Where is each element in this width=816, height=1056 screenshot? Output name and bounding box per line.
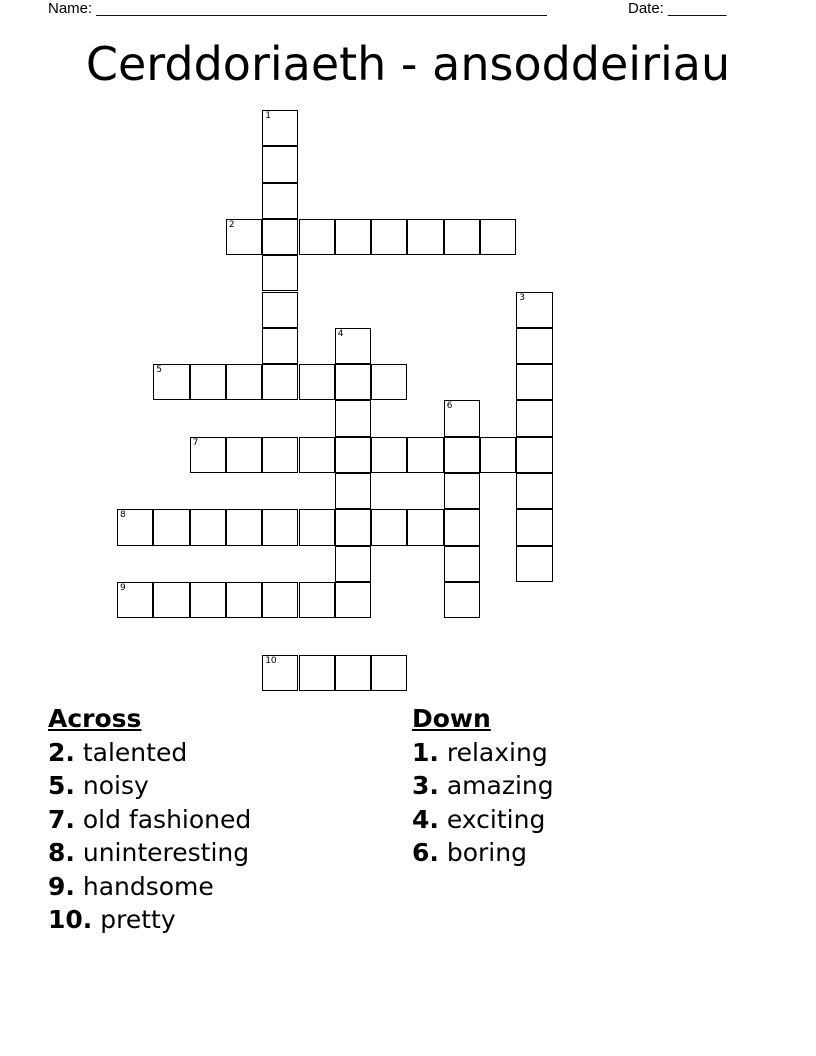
clue-across [48, 769, 251, 803]
crossword-cell[interactable] [117, 582, 153, 618]
crossword-cell[interactable] [226, 582, 262, 618]
down-heading: Down [412, 704, 491, 733]
crossword-cell[interactable] [262, 146, 298, 182]
crossword-cell[interactable] [444, 582, 480, 618]
crossword-cell[interactable] [335, 655, 371, 691]
crossword-cell[interactable] [444, 219, 480, 255]
crossword-cell[interactable] [262, 437, 298, 473]
crossword-cell[interactable] [190, 582, 226, 618]
clue-number-label: 2 [228, 219, 235, 230]
crossword-cell[interactable] [444, 400, 480, 436]
crossword-cell[interactable] [516, 473, 552, 509]
clue-number: 4. [412, 804, 439, 834]
crossword-cell[interactable] [335, 364, 371, 400]
clue-number: 2. [48, 737, 75, 767]
clue-number-label: 3 [519, 292, 526, 303]
clue-down [412, 836, 554, 870]
clue-text: relaxing [446, 737, 548, 767]
clue-number: 10. [48, 905, 93, 934]
crossword-cell[interactable] [299, 655, 335, 691]
crossword-cell[interactable] [226, 364, 262, 400]
page-title: Cerddoriaeth - ansoddeiriau [85, 37, 731, 91]
clue-number: 7. [48, 804, 75, 834]
clue-down [412, 803, 554, 837]
crossword-cell[interactable] [444, 473, 480, 509]
clue-number-label: 8 [120, 510, 126, 521]
crossword-cell[interactable] [262, 255, 298, 291]
crossword-cell[interactable] [371, 509, 407, 545]
crossword-cell[interactable] [153, 509, 189, 545]
crossword-cell[interactable] [371, 219, 407, 255]
clue-text: exciting [446, 804, 546, 834]
clue-number: 3. [412, 771, 439, 800]
crossword-cell[interactable] [226, 509, 262, 545]
crossword-cell[interactable] [516, 400, 552, 436]
crossword-cell[interactable] [262, 655, 298, 691]
crossword-cell[interactable] [262, 292, 298, 328]
clue-down [412, 769, 554, 803]
clue-number: 9. [48, 871, 75, 901]
clue-number-label: 6 [446, 401, 453, 412]
crossword-cell[interactable] [262, 183, 298, 219]
crossword-cell[interactable] [262, 219, 298, 255]
clue-number-label: 7 [192, 437, 199, 448]
clue-text: amazing [446, 771, 554, 800]
crossword-cell[interactable] [516, 328, 552, 364]
crossword-cell[interactable] [299, 582, 335, 618]
clue-number: 6. [412, 838, 439, 867]
across-heading: Across [48, 704, 142, 733]
clue-text: handsome [82, 871, 214, 901]
crossword-cell[interactable] [117, 509, 153, 545]
crossword-cell[interactable] [335, 328, 371, 364]
crossword-cell[interactable] [516, 509, 552, 545]
crossword-cell[interactable] [371, 364, 407, 400]
clue-across [48, 836, 251, 870]
crossword-cell[interactable] [190, 364, 226, 400]
crossword-cell[interactable] [516, 437, 552, 473]
across-clues [48, 702, 251, 937]
crossword-cell[interactable] [371, 655, 407, 691]
clue-number-label: 4 [337, 328, 344, 339]
crossword-cell[interactable] [335, 546, 371, 582]
crossword-cell[interactable] [480, 437, 516, 473]
crossword-cell[interactable] [407, 509, 443, 545]
clue-across [48, 870, 251, 904]
crossword-cell[interactable] [444, 509, 480, 545]
crossword-cell[interactable] [190, 509, 226, 545]
crossword-cell[interactable] [226, 437, 262, 473]
clue-number-label: 5 [156, 365, 163, 376]
crossword-cell[interactable] [299, 437, 335, 473]
crossword-cell[interactable] [153, 582, 189, 618]
clue-down [412, 736, 554, 770]
down-clues [412, 702, 554, 870]
crossword-cell[interactable] [262, 582, 298, 618]
clue-text: uninteresting [82, 838, 250, 867]
crossword-cell[interactable] [480, 219, 516, 255]
clue-across [48, 736, 251, 770]
crossword-cell[interactable] [262, 328, 298, 364]
crossword-cell[interactable] [335, 473, 371, 509]
crossword-cell[interactable] [516, 292, 552, 328]
clue-across [48, 903, 251, 937]
crossword-cell[interactable] [444, 437, 480, 473]
clue-number: 8. [48, 838, 75, 867]
clue-number-label: 10 [265, 655, 277, 666]
crossword-cell[interactable] [262, 509, 298, 545]
clue-text: boring [446, 838, 527, 867]
crossword-cell[interactable] [371, 437, 407, 473]
crossword-cell[interactable] [444, 546, 480, 582]
crossword-cell[interactable] [299, 364, 335, 400]
crossword-cell[interactable] [407, 219, 443, 255]
crossword-cell[interactable] [299, 509, 335, 545]
crossword-cell[interactable] [335, 437, 371, 473]
clue-across [48, 803, 251, 837]
clue-text: old fashioned [82, 804, 252, 834]
date-field-label: Date: _______ [628, 0, 727, 17]
crossword-cell[interactable] [407, 437, 443, 473]
crossword-cell[interactable] [190, 437, 226, 473]
clue-number-label: 1 [265, 111, 271, 121]
crossword-cell[interactable] [299, 219, 335, 255]
crossword-cell[interactable] [335, 400, 371, 436]
clue-number-label: 9 [120, 582, 126, 593]
crossword-cell[interactable] [153, 364, 189, 400]
clue-number: 1. [412, 737, 439, 767]
clue-text: talented [82, 737, 188, 767]
crossword-cell[interactable] [262, 110, 298, 146]
crossword-cell[interactable] [335, 219, 371, 255]
clue-text: pretty [100, 905, 176, 934]
crossword-cell[interactable] [335, 582, 371, 618]
crossword-cell[interactable] [516, 364, 552, 400]
clue-text: noisy [82, 771, 149, 800]
crossword-cell[interactable] [516, 546, 552, 582]
name-field-label: Name: ______________________________________________________ [48, 0, 547, 17]
crossword-cell[interactable] [262, 364, 298, 400]
crossword-cell[interactable] [335, 509, 371, 545]
clue-number: 5. [48, 771, 75, 800]
crossword-cell[interactable] [226, 219, 262, 255]
